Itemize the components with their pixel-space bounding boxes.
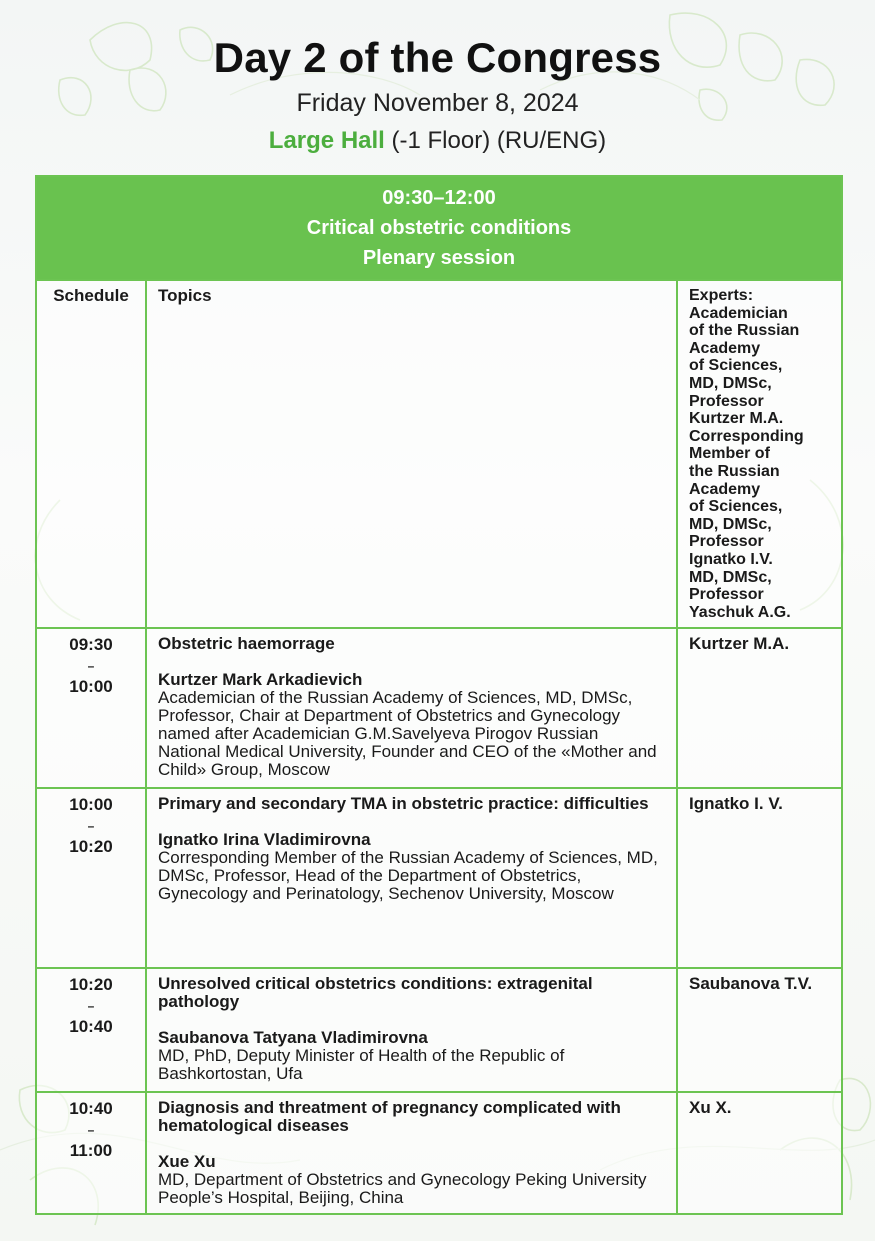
event-date: Friday November 8, 2024 [296,89,579,117]
topics-column-header: Topics [146,280,677,628]
speaker-name: Saubanova Tatyana Vladimirovna [158,1028,428,1048]
experts-line: Academician [689,304,788,322]
table-row [36,788,842,968]
experts-line: the Russian [689,462,780,480]
expert-name: Ignatko I. V. [689,794,783,814]
experts-line: MD, DMSc, [689,568,772,586]
speaker-affiliation: MD, Department of Obstetrics and Gynecology Peking University People’s Hospital, Beijing, China [158,1170,647,1208]
experts-line: of the Russian [689,322,800,340]
time-start: 10:20 [69,975,113,995]
experts-column-header [677,280,842,628]
expert-name: Xu X. [689,1098,732,1118]
column-header-row [36,280,842,628]
table-row [36,968,842,1092]
topic-cell [146,628,677,788]
speaker-name: Ignatko Irina Vladimirovna [158,830,371,850]
time-cell [36,1092,146,1214]
session-type: Plenary session [362,247,516,269]
speaker-name: Xue Xu [158,1152,216,1172]
experts-line: Ignatko I.V. [689,550,773,568]
experts-line: Professor [689,533,764,551]
topic-cell [146,968,677,1092]
topic-cell [146,788,677,968]
page-title: Day 2 of the Congress [213,34,662,81]
time-dash: – [87,999,95,1014]
speaker-affiliation: Corresponding Member of the Russian Academy of Sciences, MD, DMSc, Professor, Head of the Department of Obstetrics, Gynecology and Perinatology, Sechenov University, Moscow [158,848,658,904]
experts-line: Academy [689,339,761,357]
schedule-table [35,175,843,1215]
session-name: Critical obstetric conditions [306,217,572,239]
schedule-column-header: Schedule [36,280,146,628]
speaker-affiliation: MD, PhD, Deputy Minister of Health of the Republic of Bashkortostan, Ufa [158,1046,565,1084]
expert-name: Kurtzer M.A. [689,634,790,654]
experts-line: of Sciences, [689,498,783,516]
hall-location [0,127,875,155]
experts-list [689,287,830,621]
speaker-affiliation: Academician of the Russian Academy of Sciences, MD, DMSc, Professor, Chair at Department of Obstetrics and Gynecology named after Academician G.M.Savelyeva Pirogov Russian National Medical University, Founder and CEO of the «Mother and Child» Group, Moscow [158,688,657,780]
time-cell [36,968,146,1092]
topic-title: Unresolved critical obstetrics conditions: extragenital pathology [158,974,593,1012]
topic-title: Diagnosis and threatment of pregnancy complicated with hematological diseases [158,1098,621,1136]
experts-line: Yaschuk A.G. [689,603,791,621]
time-end: 10:00 [69,677,113,697]
expert-name: Saubanova T.V. [689,974,813,994]
time-end: 10:20 [69,837,113,857]
experts-line: Experts: [689,287,754,304]
experts-line: Member of [689,445,770,463]
time-cell [36,788,146,968]
expert-cell [677,628,842,788]
time-dash: – [87,819,95,834]
session-header [36,176,842,280]
time-start: 09:30 [69,635,113,655]
time-start: 10:40 [69,1099,113,1119]
schedule-rows [36,628,842,1214]
experts-line: MD, DMSc, [689,374,772,392]
topic-title: Obstetric haemorrage [158,634,335,654]
experts-line: of Sciences, [689,357,783,375]
expert-cell [677,1092,842,1214]
time-dash: – [87,659,95,674]
experts-line: Academy [689,480,761,498]
session-time: 09:30–12:00 [382,187,496,209]
speaker-name: Kurtzer Mark Arkadievich [158,670,363,690]
expert-cell [677,788,842,968]
topic-title: Primary and secondary TMA in obstetric practice: difficulties [158,794,649,814]
hall-name: Large Hall [268,127,385,154]
experts-line: Professor [689,586,764,604]
time-dash: – [87,1123,95,1138]
experts-line: Kurtzer M.A. [689,410,784,428]
time-end: 11:00 [69,1141,113,1161]
experts-line: Professor [689,392,764,410]
time-cell [36,628,146,788]
expert-cell [677,968,842,1092]
topic-cell [146,1092,677,1214]
experts-line: Corresponding [689,427,804,445]
time-start: 10:00 [69,795,113,815]
session-header-cell [36,176,842,280]
table-row [36,1092,842,1214]
table-row [36,628,842,788]
time-end: 10:40 [69,1017,113,1037]
experts-line: MD, DMSc, [689,515,772,533]
hall-details: (-1 Floor) (RU/ENG) [384,127,607,154]
